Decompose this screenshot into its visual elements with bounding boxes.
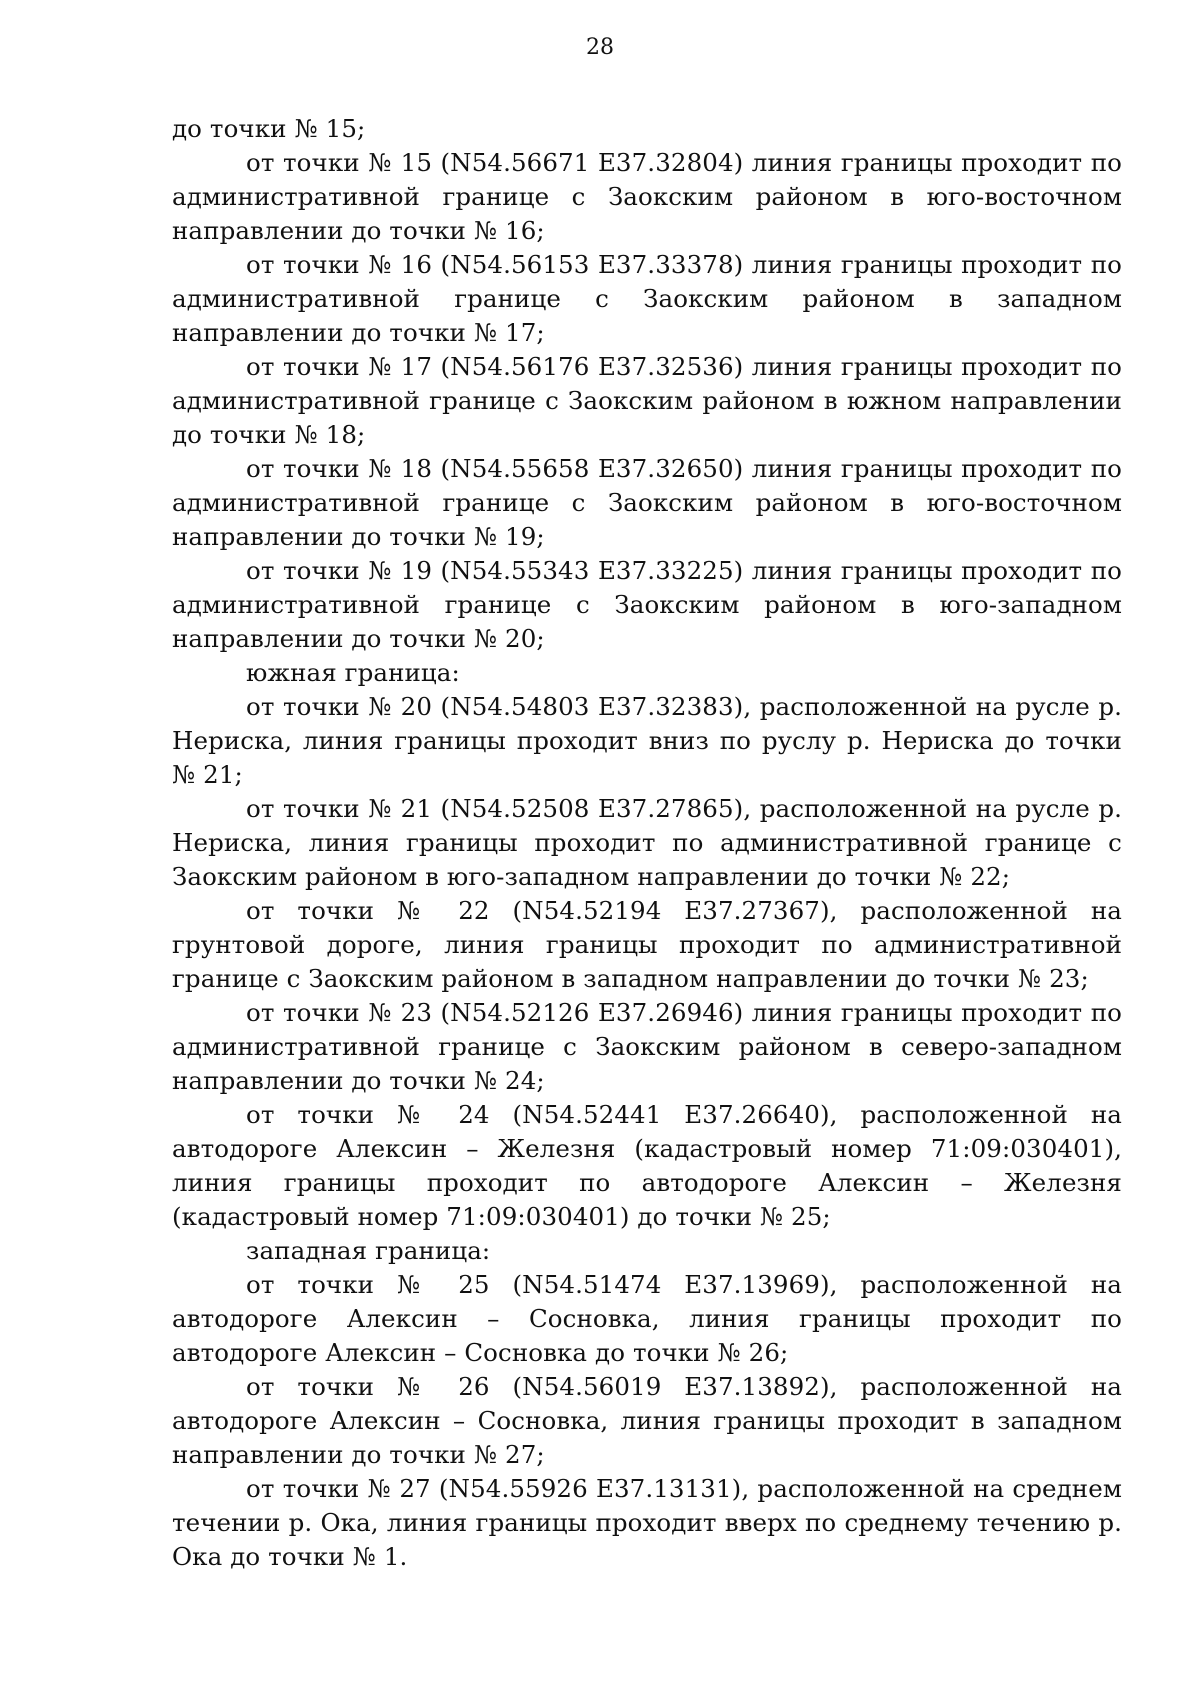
paragraph-point-19: от точки № 19 (N54.55343 E37.33225) линия границы проходит по административной границе с Заокским районом в юго-западном направлении до точки № 20; [172,556,1122,653]
document-body [172,112,1122,1574]
section-heading-south: южная граница: [246,658,460,687]
paragraph-point-16: от точки № 16 (N54.56153 E37.33378) линия границы проходит по административной границе с Заокским районом в западном направлении до точки № 17; [172,250,1122,347]
paragraph-point-17: от точки № 17 (N54.56176 E37.32536) линия границы проходит по административной границе с Заокским районом в южном направлении до точки № 18; [172,352,1122,449]
paragraph-point-15: от точки № 15 (N54.56671 E37.32804) линия границы проходит по административной границе с Заокским районом в юго-восточном направлении до точки № 16; [172,148,1122,245]
paragraph-point-25: от точки № 25 (N54.51474 E37.13969), расположенной на автодороге Алексин – Сосновка, линия границы проходит по автодороге Алексин – Сосновка до точки № 26; [172,1270,1122,1367]
paragraph-point-27: от точки № 27 (N54.55926 E37.13131), расположенной на среднем течении р. Ока, линия границы проходит вверх по среднему течению р. Ока до точки № 1. [172,1474,1122,1571]
paragraph-point-23: от точки № 23 (N54.52126 E37.26946) линия границы проходит по административной границе с Заокским районом в северо-западном направлении до точки № 24; [172,998,1122,1095]
paragraph-point-20: от точки № 20 (N54.54803 E37.32383), расположенной на русле р. Нериска, линия границы проходит вниз по руслу р. Нериска до точки № 21; [172,692,1122,789]
page-number: 28 [586,35,614,60]
paragraph-point-26: от точки № 26 (N54.56019 E37.13892), расположенной на автодороге Алексин – Сосновка, линия границы проходит в западном направлении до точки № 27; [172,1372,1122,1469]
paragraph-point-21: от точки № 21 (N54.52508 E37.27865), расположенной на русле р. Нериска, линия границы проходит по административной границе с Заокским районом в юго-западном направлении до точки № 22; [172,794,1122,891]
paragraph-point-22: от точки № 22 (N54.52194 E37.27367), расположенной на грунтовой дороге, линия границы проходит по административной границе с Заокским районом в западном направлении до точки № 23; [172,896,1122,993]
paragraph-point-24: от точки № 24 (N54.52441 E37.26640), расположенной на автодороге Алексин – Железня (кадастровый номер 71:09:030401), линия границы проходит по автодороге Алексин – Железня (кадастровый номер 71:09:030401) до точки № 25; [172,1100,1122,1231]
paragraph-point-18: от точки № 18 (N54.55658 E37.32650) линия границы проходит по административной границе с Заокским районом в юго-восточном направлении до точки № 19; [172,454,1122,551]
paragraph-continuation: до точки № 15; [172,114,366,143]
section-heading-west: западная граница: [246,1236,491,1265]
